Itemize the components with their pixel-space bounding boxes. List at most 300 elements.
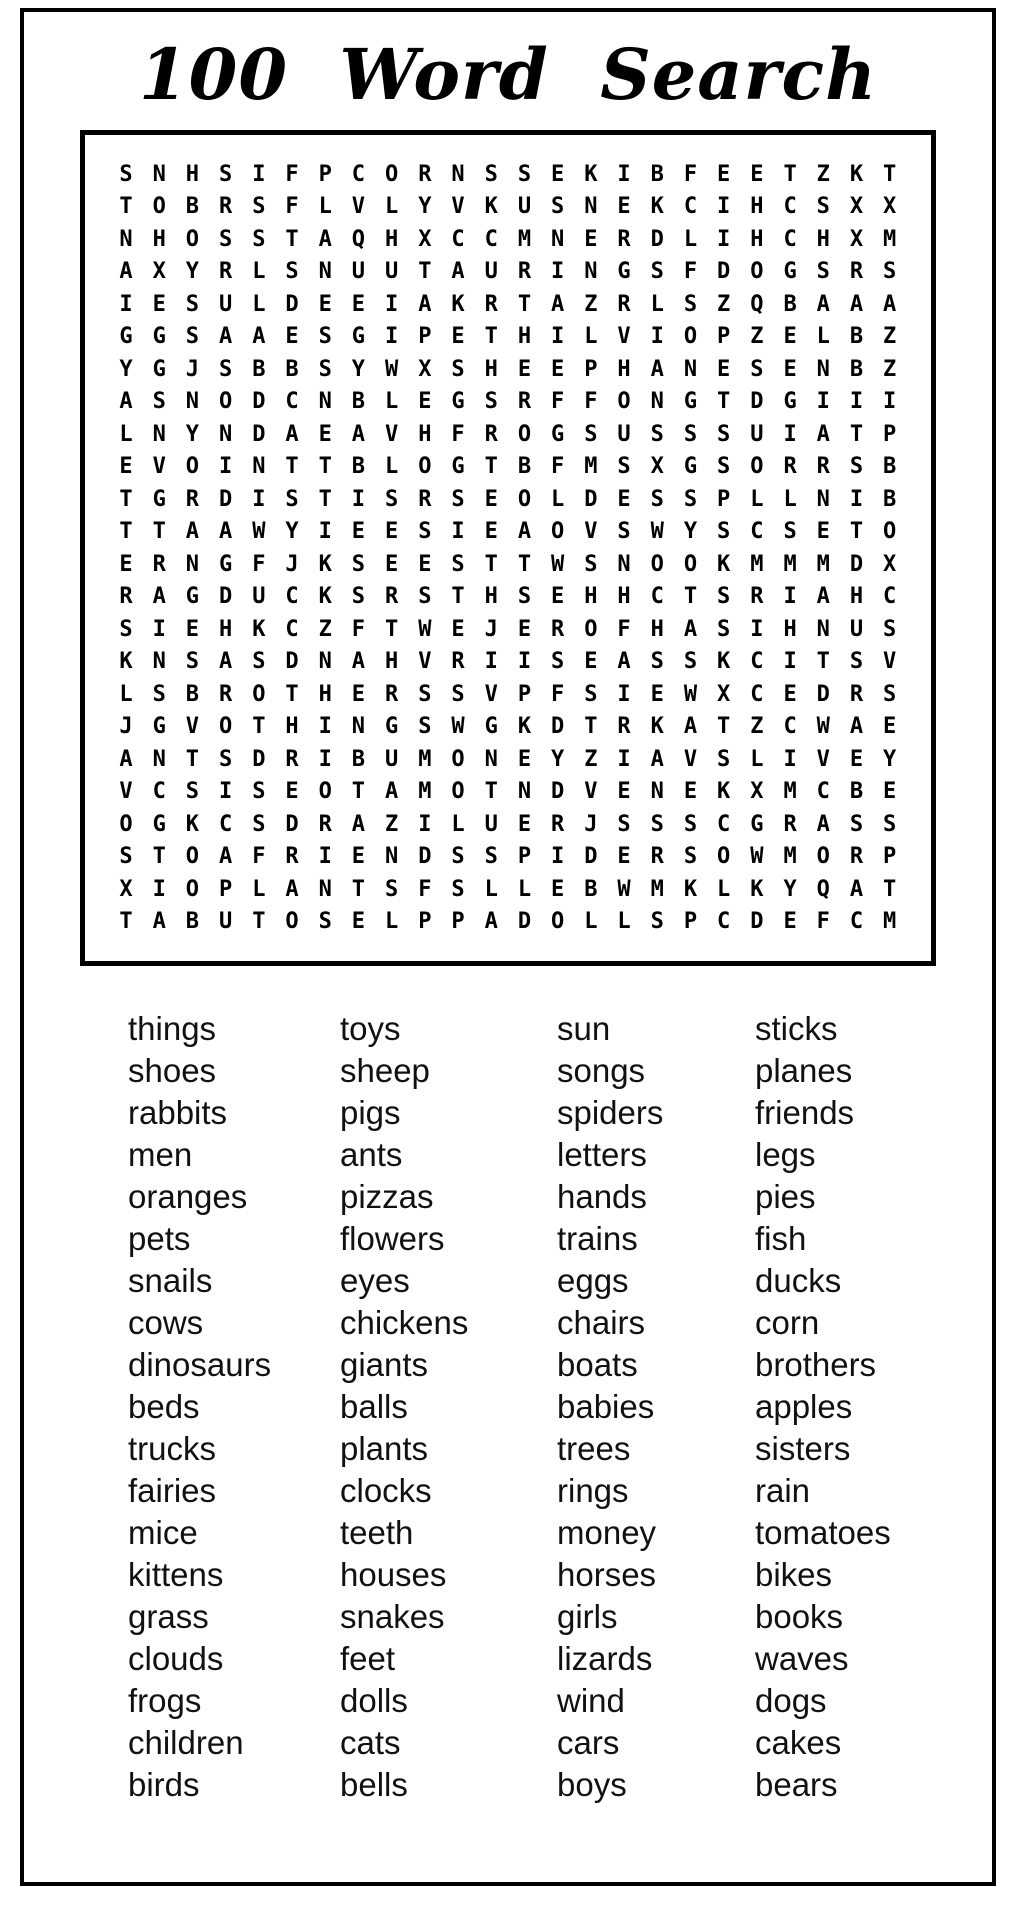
- grid-letter[interactable]: T: [849, 519, 864, 544]
- grid-letter[interactable]: B: [185, 681, 200, 707]
- grid-letter[interactable]: T: [252, 714, 266, 739]
- grid-letter[interactable]: F: [683, 161, 698, 187]
- grid-letter[interactable]: R: [849, 259, 864, 284]
- grid-letter[interactable]: D: [551, 714, 565, 739]
- grid-letter[interactable]: C: [783, 194, 797, 219]
- grid-letter[interactable]: N: [252, 454, 266, 479]
- grid-letter[interactable]: E: [883, 714, 897, 739]
- grid-letter[interactable]: S: [451, 876, 465, 902]
- grid-letter[interactable]: C: [650, 584, 664, 609]
- grid-letter[interactable]: O: [617, 389, 631, 414]
- grid-letter[interactable]: E: [517, 616, 532, 642]
- grid-letter[interactable]: R: [218, 259, 233, 284]
- grid-letter[interactable]: S: [385, 486, 399, 512]
- grid-letter[interactable]: U: [385, 746, 399, 772]
- grid-letter[interactable]: H: [584, 584, 598, 609]
- grid-letter[interactable]: C: [285, 584, 299, 609]
- grid-letter[interactable]: S: [717, 454, 731, 479]
- grid-letter[interactable]: L: [517, 876, 532, 902]
- grid-letter[interactable]: I: [218, 779, 233, 804]
- grid-letter[interactable]: S: [617, 811, 631, 837]
- grid-letter[interactable]: V: [617, 324, 631, 349]
- grid-letter[interactable]: T: [783, 161, 797, 187]
- grid-letter[interactable]: C: [218, 811, 233, 837]
- grid-letter[interactable]: T: [152, 519, 166, 544]
- grid-letter[interactable]: L: [584, 909, 598, 934]
- grid-letter[interactable]: S: [152, 681, 166, 707]
- grid-letter[interactable]: E: [285, 779, 299, 804]
- grid-letter[interactable]: O: [451, 779, 465, 804]
- grid-letter[interactable]: S: [584, 681, 598, 707]
- grid-letter[interactable]: O: [717, 844, 731, 869]
- grid-letter[interactable]: R: [418, 161, 432, 187]
- grid-letter[interactable]: R: [218, 681, 233, 707]
- grid-letter[interactable]: P: [883, 844, 897, 869]
- grid-letter[interactable]: I: [484, 649, 498, 674]
- grid-letter[interactable]: I: [385, 291, 399, 317]
- grid-letter[interactable]: L: [252, 291, 266, 317]
- grid-letter[interactable]: M: [650, 876, 664, 902]
- grid-letter[interactable]: W: [650, 519, 664, 544]
- grid-letter[interactable]: H: [484, 356, 498, 382]
- grid-letter[interactable]: F: [617, 616, 631, 642]
- grid-letter[interactable]: T: [152, 844, 166, 869]
- grid-letter[interactable]: E: [816, 519, 830, 544]
- grid-letter[interactable]: K: [683, 876, 698, 902]
- grid-letter[interactable]: L: [451, 811, 465, 837]
- grid-letter[interactable]: I: [252, 161, 266, 187]
- grid-letter[interactable]: E: [119, 551, 133, 577]
- grid-letter[interactable]: O: [119, 811, 133, 837]
- grid-letter[interactable]: E: [451, 324, 465, 349]
- grid-letter[interactable]: H: [783, 616, 797, 642]
- grid-letter[interactable]: P: [451, 909, 465, 934]
- grid-letter[interactable]: S: [451, 551, 465, 577]
- grid-letter[interactable]: I: [551, 259, 565, 284]
- grid-letter[interactable]: D: [285, 649, 299, 674]
- grid-letter[interactable]: S: [218, 161, 233, 187]
- grid-letter[interactable]: X: [650, 454, 664, 479]
- grid-letter[interactable]: I: [783, 584, 797, 609]
- grid-letter[interactable]: B: [351, 746, 366, 772]
- grid-letter[interactable]: E: [351, 844, 366, 869]
- grid-letter[interactable]: R: [451, 649, 465, 674]
- grid-letter[interactable]: L: [318, 194, 332, 219]
- grid-letter[interactable]: Y: [185, 259, 200, 284]
- grid-letter[interactable]: T: [517, 291, 532, 317]
- grid-letter[interactable]: T: [119, 909, 133, 934]
- grid-letter[interactable]: V: [119, 779, 133, 804]
- grid-letter[interactable]: K: [484, 194, 498, 219]
- grid-letter[interactable]: O: [517, 486, 532, 512]
- grid-letter[interactable]: S: [883, 811, 897, 837]
- grid-letter[interactable]: R: [750, 584, 764, 609]
- grid-letter[interactable]: P: [218, 876, 233, 902]
- grid-letter[interactable]: E: [119, 454, 133, 479]
- grid-letter[interactable]: X: [849, 194, 864, 219]
- grid-letter[interactable]: S: [849, 811, 864, 837]
- grid-letter[interactable]: G: [617, 259, 631, 284]
- grid-letter[interactable]: O: [185, 454, 200, 479]
- grid-letter[interactable]: Y: [683, 519, 698, 544]
- grid-letter[interactable]: E: [551, 876, 565, 902]
- grid-letter[interactable]: E: [385, 551, 399, 577]
- grid-letter[interactable]: S: [883, 681, 897, 707]
- grid-letter[interactable]: N: [152, 421, 166, 447]
- grid-letter[interactable]: Y: [783, 876, 797, 902]
- grid-letter[interactable]: D: [418, 844, 432, 869]
- grid-letter[interactable]: S: [683, 811, 698, 837]
- grid-letter[interactable]: B: [849, 324, 864, 349]
- grid-letter[interactable]: T: [717, 389, 731, 414]
- grid-letter[interactable]: I: [152, 616, 166, 642]
- grid-letter[interactable]: G: [783, 389, 797, 414]
- grid-letter[interactable]: B: [650, 161, 664, 187]
- grid-letter[interactable]: A: [119, 389, 133, 414]
- grid-letter[interactable]: G: [185, 584, 200, 609]
- grid-letter[interactable]: S: [750, 356, 764, 382]
- grid-letter[interactable]: Y: [285, 519, 299, 544]
- grid-letter[interactable]: E: [717, 161, 731, 187]
- grid-letter[interactable]: A: [683, 616, 698, 642]
- grid-letter[interactable]: R: [385, 584, 399, 609]
- grid-letter[interactable]: J: [484, 616, 498, 642]
- grid-letter[interactable]: Z: [816, 161, 830, 187]
- grid-letter[interactable]: H: [517, 324, 532, 349]
- grid-letter[interactable]: I: [617, 161, 631, 187]
- grid-letter[interactable]: T: [119, 486, 133, 512]
- grid-letter[interactable]: S: [252, 649, 266, 674]
- grid-letter[interactable]: N: [119, 226, 133, 252]
- grid-letter[interactable]: A: [318, 226, 332, 252]
- grid-letter[interactable]: U: [517, 194, 532, 219]
- grid-letter[interactable]: I: [551, 324, 565, 349]
- grid-letter[interactable]: B: [351, 454, 366, 479]
- grid-letter[interactable]: L: [385, 454, 399, 479]
- grid-letter[interactable]: R: [517, 259, 532, 284]
- grid-letter[interactable]: A: [617, 649, 631, 674]
- grid-letter[interactable]: H: [617, 584, 631, 609]
- grid-letter[interactable]: U: [218, 291, 233, 317]
- grid-letter[interactable]: S: [849, 649, 864, 674]
- grid-letter[interactable]: T: [883, 876, 897, 902]
- grid-letter[interactable]: B: [783, 291, 797, 317]
- grid-letter[interactable]: S: [318, 324, 332, 349]
- grid-letter[interactable]: A: [816, 811, 830, 837]
- grid-letter[interactable]: S: [650, 909, 664, 934]
- grid-letter[interactable]: T: [318, 486, 332, 512]
- grid-letter[interactable]: S: [517, 161, 532, 187]
- grid-letter[interactable]: T: [285, 454, 299, 479]
- grid-letter[interactable]: B: [849, 779, 864, 804]
- grid-letter[interactable]: B: [849, 356, 864, 382]
- grid-letter[interactable]: F: [551, 681, 565, 707]
- grid-letter[interactable]: A: [152, 909, 166, 934]
- grid-letter[interactable]: Z: [750, 714, 764, 739]
- grid-letter[interactable]: L: [385, 909, 399, 934]
- grid-letter[interactable]: H: [750, 194, 764, 219]
- grid-letter[interactable]: G: [218, 551, 233, 577]
- grid-letter[interactable]: K: [119, 649, 133, 674]
- grid-letter[interactable]: C: [285, 616, 299, 642]
- grid-letter[interactable]: S: [683, 649, 698, 674]
- grid-letter[interactable]: C: [717, 811, 731, 837]
- grid-letter[interactable]: R: [285, 844, 299, 869]
- grid-letter[interactable]: E: [385, 519, 399, 544]
- grid-letter[interactable]: Y: [185, 421, 200, 447]
- grid-letter[interactable]: A: [451, 259, 465, 284]
- grid-letter[interactable]: B: [351, 389, 366, 414]
- grid-letter[interactable]: S: [418, 714, 432, 739]
- grid-letter[interactable]: S: [816, 194, 830, 219]
- grid-letter[interactable]: C: [750, 519, 764, 544]
- grid-letter[interactable]: R: [517, 389, 532, 414]
- grid-letter[interactable]: N: [318, 259, 332, 284]
- grid-letter[interactable]: S: [351, 551, 366, 577]
- grid-letter[interactable]: K: [717, 779, 731, 804]
- grid-letter[interactable]: R: [783, 454, 797, 479]
- grid-letter[interactable]: G: [683, 454, 698, 479]
- grid-letter[interactable]: F: [351, 616, 366, 642]
- grid-letter[interactable]: N: [385, 844, 399, 869]
- grid-letter[interactable]: X: [418, 226, 432, 252]
- grid-letter[interactable]: S: [617, 454, 631, 479]
- grid-letter[interactable]: S: [185, 649, 200, 674]
- grid-letter[interactable]: B: [883, 454, 897, 479]
- grid-letter[interactable]: A: [418, 291, 432, 317]
- grid-letter[interactable]: D: [849, 551, 864, 577]
- grid-letter[interactable]: C: [717, 909, 731, 934]
- grid-letter[interactable]: O: [185, 876, 200, 902]
- grid-letter[interactable]: X: [883, 194, 897, 219]
- grid-letter[interactable]: S: [717, 421, 731, 447]
- grid-letter[interactable]: S: [551, 649, 565, 674]
- grid-letter[interactable]: R: [617, 226, 631, 252]
- grid-letter[interactable]: N: [218, 421, 233, 447]
- grid-letter[interactable]: I: [318, 844, 332, 869]
- grid-letter[interactable]: G: [451, 454, 465, 479]
- grid-letter[interactable]: O: [385, 161, 399, 187]
- grid-letter[interactable]: B: [252, 356, 266, 382]
- grid-letter[interactable]: L: [783, 486, 797, 512]
- grid-letter[interactable]: S: [484, 389, 498, 414]
- grid-letter[interactable]: M: [418, 746, 432, 772]
- grid-letter[interactable]: T: [683, 584, 698, 609]
- grid-letter[interactable]: H: [750, 226, 764, 252]
- grid-letter[interactable]: K: [584, 161, 598, 187]
- grid-letter[interactable]: A: [152, 584, 166, 609]
- grid-letter[interactable]: S: [849, 454, 864, 479]
- grid-letter[interactable]: S: [617, 519, 631, 544]
- grid-letter[interactable]: L: [816, 324, 830, 349]
- grid-letter[interactable]: U: [351, 259, 366, 284]
- grid-letter[interactable]: T: [484, 454, 498, 479]
- grid-letter[interactable]: F: [551, 389, 565, 414]
- grid-letter[interactable]: E: [517, 811, 532, 837]
- grid-letter[interactable]: U: [750, 421, 764, 447]
- grid-letter[interactable]: I: [152, 876, 166, 902]
- grid-letter[interactable]: T: [883, 161, 897, 187]
- grid-letter[interactable]: S: [385, 876, 399, 902]
- grid-letter[interactable]: L: [584, 324, 598, 349]
- grid-letter[interactable]: T: [484, 551, 498, 577]
- grid-letter[interactable]: N: [617, 551, 631, 577]
- grid-letter[interactable]: A: [218, 324, 233, 349]
- grid-letter[interactable]: S: [650, 486, 664, 512]
- grid-letter[interactable]: A: [650, 356, 664, 382]
- grid-letter[interactable]: F: [252, 551, 266, 577]
- grid-letter[interactable]: R: [218, 194, 233, 219]
- grid-letter[interactable]: R: [849, 844, 864, 869]
- grid-letter[interactable]: O: [816, 844, 830, 869]
- grid-letter[interactable]: G: [750, 811, 764, 837]
- grid-letter[interactable]: N: [318, 649, 332, 674]
- grid-letter[interactable]: S: [484, 844, 498, 869]
- grid-letter[interactable]: F: [683, 259, 698, 284]
- grid-letter[interactable]: S: [584, 421, 598, 447]
- grid-letter[interactable]: S: [119, 161, 133, 187]
- grid-letter[interactable]: P: [883, 421, 897, 447]
- grid-letter[interactable]: E: [484, 486, 498, 512]
- grid-letter[interactable]: S: [683, 421, 698, 447]
- grid-letter[interactable]: O: [584, 616, 598, 642]
- grid-letter[interactable]: J: [285, 551, 299, 577]
- grid-letter[interactable]: I: [783, 746, 797, 772]
- grid-letter[interactable]: R: [783, 811, 797, 837]
- grid-letter[interactable]: K: [252, 616, 266, 642]
- grid-letter[interactable]: E: [418, 389, 432, 414]
- grid-letter[interactable]: L: [252, 876, 266, 902]
- grid-letter[interactable]: A: [517, 519, 532, 544]
- grid-letter[interactable]: R: [285, 746, 299, 772]
- grid-letter[interactable]: W: [683, 681, 698, 707]
- grid-letter[interactable]: I: [750, 616, 764, 642]
- grid-letter[interactable]: C: [816, 779, 830, 804]
- grid-letter[interactable]: F: [418, 876, 432, 902]
- grid-letter[interactable]: R: [385, 681, 399, 707]
- grid-letter[interactable]: V: [385, 421, 399, 447]
- grid-letter[interactable]: E: [418, 551, 432, 577]
- grid-letter[interactable]: E: [318, 421, 332, 447]
- grid-letter[interactable]: E: [517, 356, 532, 382]
- grid-letter[interactable]: C: [683, 194, 698, 219]
- grid-letter[interactable]: V: [418, 649, 432, 674]
- grid-letter[interactable]: W: [551, 551, 565, 577]
- grid-letter[interactable]: A: [285, 876, 299, 902]
- grid-letter[interactable]: A: [683, 714, 698, 739]
- grid-letter[interactable]: T: [285, 681, 299, 707]
- grid-letter[interactable]: V: [584, 519, 598, 544]
- grid-letter[interactable]: D: [252, 421, 266, 447]
- grid-letter[interactable]: E: [683, 779, 698, 804]
- grid-letter[interactable]: G: [152, 714, 166, 739]
- grid-letter[interactable]: H: [650, 616, 664, 642]
- grid-letter[interactable]: Z: [883, 356, 897, 382]
- grid-letter[interactable]: S: [152, 389, 166, 414]
- grid-letter[interactable]: M: [750, 551, 764, 577]
- grid-letter[interactable]: A: [816, 584, 830, 609]
- grid-letter[interactable]: V: [816, 746, 830, 772]
- grid-letter[interactable]: N: [816, 356, 830, 382]
- grid-letter[interactable]: S: [683, 291, 698, 317]
- grid-letter[interactable]: I: [119, 291, 133, 317]
- grid-letter[interactable]: U: [484, 259, 498, 284]
- grid-letter[interactable]: O: [185, 844, 200, 869]
- grid-letter[interactable]: T: [849, 421, 864, 447]
- grid-letter[interactable]: B: [185, 194, 200, 219]
- grid-letter[interactable]: I: [617, 746, 631, 772]
- grid-letter[interactable]: S: [451, 486, 465, 512]
- grid-letter[interactable]: S: [683, 844, 698, 869]
- grid-letter[interactable]: O: [517, 421, 532, 447]
- grid-letter[interactable]: E: [351, 519, 366, 544]
- grid-letter[interactable]: H: [385, 649, 399, 674]
- grid-letter[interactable]: D: [816, 681, 830, 707]
- grid-letter[interactable]: P: [683, 909, 698, 934]
- grid-letter[interactable]: M: [783, 551, 797, 577]
- grid-letter[interactable]: R: [849, 681, 864, 707]
- grid-letter[interactable]: E: [617, 844, 631, 869]
- grid-letter[interactable]: R: [418, 486, 432, 512]
- grid-letter[interactable]: H: [152, 226, 166, 252]
- grid-letter[interactable]: B: [185, 909, 200, 934]
- grid-letter[interactable]: A: [385, 779, 399, 804]
- grid-letter[interactable]: M: [584, 454, 598, 479]
- grid-letter[interactable]: N: [185, 551, 200, 577]
- grid-letter[interactable]: C: [351, 161, 366, 187]
- grid-letter[interactable]: I: [617, 681, 631, 707]
- grid-letter[interactable]: U: [218, 909, 233, 934]
- grid-letter[interactable]: K: [318, 551, 332, 577]
- grid-letter[interactable]: E: [717, 356, 731, 382]
- grid-letter[interactable]: X: [883, 551, 897, 577]
- grid-letter[interactable]: W: [816, 714, 830, 739]
- grid-letter[interactable]: S: [218, 746, 233, 772]
- grid-letter[interactable]: N: [650, 779, 664, 804]
- grid-letter[interactable]: X: [418, 356, 432, 382]
- grid-letter[interactable]: W: [451, 714, 465, 739]
- grid-letter[interactable]: G: [351, 324, 366, 349]
- grid-letter[interactable]: E: [617, 779, 631, 804]
- grid-letter[interactable]: K: [650, 714, 664, 739]
- grid-letter[interactable]: C: [285, 389, 299, 414]
- grid-letter[interactable]: A: [119, 259, 133, 284]
- grid-letter[interactable]: O: [551, 909, 565, 934]
- grid-letter[interactable]: S: [650, 259, 664, 284]
- grid-letter[interactable]: Z: [584, 746, 598, 772]
- grid-letter[interactable]: I: [318, 714, 332, 739]
- grid-letter[interactable]: E: [617, 486, 631, 512]
- grid-letter[interactable]: D: [650, 226, 664, 252]
- grid-letter[interactable]: J: [584, 811, 598, 837]
- grid-letter[interactable]: D: [517, 909, 532, 934]
- grid-letter[interactable]: D: [218, 486, 233, 512]
- grid-letter[interactable]: L: [484, 876, 498, 902]
- grid-letter[interactable]: E: [484, 519, 498, 544]
- grid-letter[interactable]: O: [185, 226, 200, 252]
- grid-letter[interactable]: D: [218, 584, 233, 609]
- grid-letter[interactable]: T: [484, 324, 498, 349]
- grid-letter[interactable]: D: [584, 844, 598, 869]
- grid-letter[interactable]: S: [185, 779, 200, 804]
- grid-letter[interactable]: V: [484, 681, 498, 707]
- grid-letter[interactable]: I: [318, 746, 332, 772]
- grid-letter[interactable]: S: [650, 811, 664, 837]
- grid-letter[interactable]: I: [717, 194, 731, 219]
- grid-letter[interactable]: I: [218, 454, 233, 479]
- grid-letter[interactable]: V: [152, 454, 166, 479]
- grid-letter[interactable]: C: [849, 909, 864, 934]
